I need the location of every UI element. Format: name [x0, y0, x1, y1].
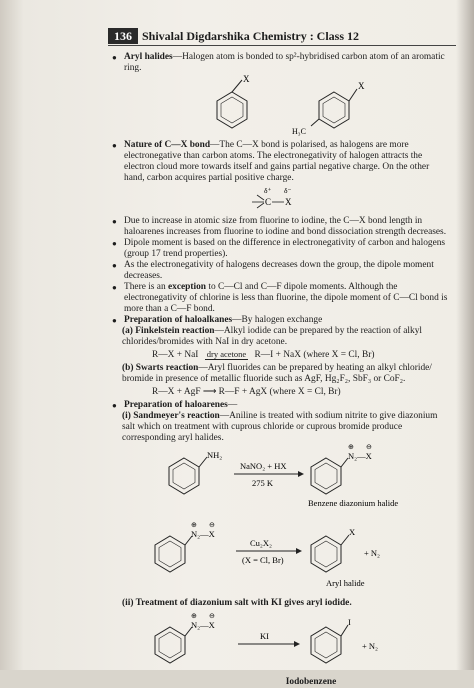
prep-haloarenes-label: Preparation of haloarenes [124, 400, 228, 410]
swarts-text: —Aryl fluorides can be prepared by heating an alkyl chloride/ bromide in presence of metallic fluoride such as AgF, Hg₂F₂, SbF₃ or CoF₂. [122, 363, 432, 384]
prep-haloarenes-bullet [112, 400, 450, 411]
reagent-cuprous: Cu₂X₂ [250, 538, 272, 548]
sandmeyer-scheme [112, 444, 450, 594]
aryl-halide-structures [112, 74, 450, 136]
plus-charge-2: ⊕ [191, 521, 197, 529]
exception-label: exception [168, 282, 207, 292]
sandmeyer-label: (i) Sandmeyer's reaction [122, 411, 220, 421]
finkelstein-text: —Alkyl iodide can be prepared by the reaction of alkyl chlorides/bromides with NaI in dry acetone. [122, 326, 423, 347]
finkelstein-arrow [205, 350, 248, 360]
diazonium-structure-2 [155, 521, 215, 572]
exception-bullet [112, 282, 450, 315]
x-atom-3: X [349, 527, 356, 537]
prep-haloarenes-dash: — [227, 400, 238, 410]
finkelstein-label: (a) Finkelstein reaction [122, 326, 215, 336]
prep-haloalkanes-text: —By halogen exchange [232, 315, 323, 325]
prep-haloalkanes-bullet [112, 315, 450, 326]
aryl-halides-bullet [112, 52, 450, 74]
diazonium-structure-3 [155, 612, 215, 663]
sandmeyer-reaction [112, 411, 450, 444]
header-rule [108, 45, 456, 46]
iodine-atom: I [348, 617, 351, 627]
swarts-reaction [112, 363, 450, 385]
x-atom-2: X [358, 81, 365, 91]
page-header [108, 28, 456, 45]
aryl-halides-text: —Halogen atom is bonded to sp²-hybridised carbon atom of an aromatic ring. [124, 52, 445, 73]
diazonium-group-2: N₂—X [191, 529, 215, 539]
minus-charge-2: ⊖ [209, 521, 215, 529]
plus-charge: ⊕ [348, 443, 354, 451]
diazonium-group: N₂—X [348, 451, 372, 461]
swarts-label: (b) Swarts reaction [122, 363, 199, 373]
dipole-moment-bullet: ● Dipole moment is based on the difference in electronegativity of carbon and halogens (group 17 trend properties). [112, 238, 450, 260]
bond-length-bullet: ● Due to increase in atomic size from fluorine to iodine, the C—X bond length in haloarenes increases from fluorine to iodine and bond dissociation strength decreases. [112, 216, 450, 238]
finkelstein-reactants: R—X + NaI [152, 350, 199, 360]
iodination-scheme [112, 609, 450, 673]
finkelstein-equation [152, 350, 450, 361]
page-shadow [456, 0, 474, 670]
iodobenzene-caption: Iodobenzene [285, 677, 337, 687]
exception-text: to C—Cl and C—F dipole moments. Although the electronegativity of chlorine is less than fluorine, the dipole moment of C—Cl bond is more than a C—F bond. [124, 282, 448, 314]
condition-temperature: 275 K [252, 478, 274, 488]
reagent-ki: KI [260, 631, 269, 641]
reagent-nitrite: NaNO₂ + HX [240, 461, 287, 471]
sandmeyer-text: —Aniline is treated with sodium nitrite to give diazonium salt which on treatment with cuprous chloride or cuprous bromide produce corresponding aryl halides. [122, 411, 438, 443]
delta-minus: δ⁻ [284, 186, 292, 195]
nature-cx-text: —The C—X bond is polarised, as halogens are more electronegative than carbon atoms. The electronegativity of halogen attracts the electron cloud more towards itself and gains partial negative charge. On the other hand, carbon acquires partial positive charge. [124, 140, 430, 183]
swarts-equation: R—X + AgF ⟶ R—F + AgX (where X = Cl, Br) [152, 387, 341, 397]
halogen-atom: X [285, 197, 292, 207]
electronegativity-bullet: ● As the electronegativity of halogens decreases down the group, the dipole moment decreases. [112, 260, 450, 282]
haloarene-toluene-structure [292, 81, 365, 136]
exception-pre: There is an [124, 282, 168, 292]
aniline-structure [169, 450, 222, 494]
halobenzene-structure [217, 74, 250, 128]
diazonium-structure-1 [311, 443, 372, 494]
nature-cx-bullet [112, 140, 450, 184]
nitrogen-byproduct-2: + N₂ [362, 641, 379, 651]
page-number: 136 [108, 28, 138, 44]
minus-charge: ⊖ [366, 443, 372, 451]
iodobenzene-structure [311, 617, 351, 663]
ki-reaction-label: (ii) Treatment of diazonium salt with KI gives aryl iodide. [122, 598, 352, 608]
methyl-group: H₃C [292, 127, 306, 136]
carbon-atom: C [265, 197, 272, 207]
finkelstein-condition: dry acetone [206, 349, 247, 359]
x-atom: X [243, 74, 250, 84]
finkelstein-reaction [112, 326, 450, 348]
minus-charge-3: ⊖ [209, 612, 215, 620]
polar-bond-diagram [112, 184, 450, 212]
diazonium-group-3: N₂—X [191, 620, 215, 630]
aryl-halide-caption: Aryl halide [326, 578, 365, 588]
delta-plus: δ⁺ [264, 186, 272, 195]
nitrogen-byproduct: + N₂ [364, 548, 381, 558]
page-content [112, 52, 450, 688]
condition-halide: (X = Cl, Br) [242, 555, 284, 565]
aryl-halide-structure [311, 527, 355, 572]
aryl-halides-label: Aryl halides [124, 52, 173, 62]
ki-reaction-text [112, 598, 450, 609]
benzene-diazonium-caption: Benzene diazonium halide [308, 498, 399, 508]
nature-cx-label: Nature of C—X bond [124, 140, 211, 150]
amino-group: NH₂ [207, 450, 223, 460]
prep-haloalkanes-label: Preparation of haloalkanes [124, 315, 233, 325]
book-title: Shivalal Digdarshika Chemistry : Class 12 [142, 29, 360, 43]
finkelstein-products: R—I + NaX (where X = Cl, Br) [254, 350, 375, 360]
plus-charge-3: ⊕ [191, 612, 197, 620]
